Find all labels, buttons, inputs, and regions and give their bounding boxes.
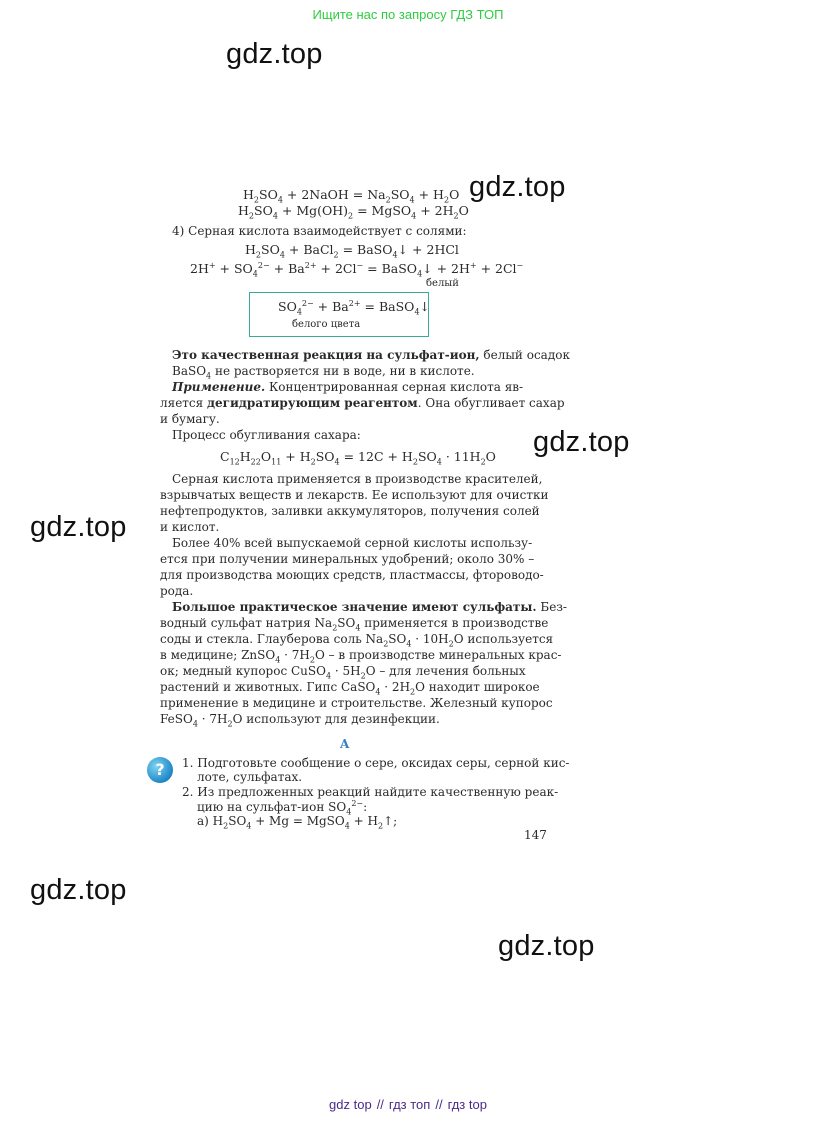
footer-separator: //: [435, 1097, 443, 1112]
paragraph-line: Большое практическое значение имеют сульфаты. Без-: [172, 600, 567, 614]
paragraph-line: для производства моющих средств, пластмассы, фтороводо-: [160, 568, 544, 582]
equation-ionic: $2H^+ + SO_4^{2-} + Ba^{2+} + 2Cl^-$ = BaSO$_4$↓ + 2H+ + 2Cl−: [190, 260, 524, 279]
watermark: gdz.top: [30, 511, 127, 543]
watermark: gdz.top: [469, 171, 566, 203]
section-letter: A: [340, 737, 350, 751]
paragraph-line: и кислот.: [160, 520, 220, 534]
paragraph-line: Серная кислота применяется в производстве красителей,: [172, 472, 543, 486]
equation-bacl: $H_2SO_4$ + BaCl$_2$ = BaSO$_4$↓ + 2HCl: [245, 242, 459, 260]
box-label: белого цвета: [292, 319, 361, 330]
search-hint-link[interactable]: Ищите нас по запросу ГДЗ ТОП: [312, 7, 504, 22]
equation-sugar: $C_{12}H_{22}O_{11} + H_2SO_4 = 12C + H_2SO_4 \cdot 11H_2O$: [220, 449, 496, 467]
footer-link[interactable]: gdz top: [329, 1097, 372, 1112]
paragraph-line: и бумагу.: [160, 412, 220, 426]
white-label: белый: [426, 278, 459, 289]
watermark: gdz.top: [533, 426, 630, 458]
item-4-text: 4) Серная кислота взаимодействует с солями:: [172, 224, 467, 238]
watermark: gdz.top: [498, 930, 595, 962]
box-equation: $SO_4^{2-} + Ba^{2+}$ = BaSO$_4$↓: [278, 298, 431, 317]
paragraph-line: Это качественная реакция на сульфат-ион, белый осадок: [172, 348, 570, 362]
footer-link[interactable]: гдз top: [447, 1097, 487, 1112]
watermark: gdz.top: [30, 874, 127, 906]
paragraph-line: ляется дегидратирующим реагентом. Она обугливает сахар: [160, 396, 565, 410]
paragraph-line: Более 40% всей выпускаемой серной кислоты использу-: [172, 536, 533, 550]
paragraph-line: соды и стекла. Глауберова соль $Na_2SO_4 \cdot 10H_2O$ используется: [160, 632, 554, 649]
question-2-cont: цию на сульфат-ион $SO_4^{2-}$:: [197, 799, 368, 817]
paragraph-line: BaSO$_4$ не растворяется ни в воде, ни в кислоте.: [172, 364, 475, 381]
page-number: 147: [524, 828, 547, 842]
paragraph-line: Процесс обугливания сахара:: [172, 428, 361, 442]
question-2-option-a: а) $H_2SO_4 + Mg$ = MgSO$_4$ + $H_2↑$;: [197, 814, 398, 831]
question-icon: ?: [147, 757, 173, 783]
paragraph-line: FeSO$_4$ · $7H_2O$ используют для дезинфекции.: [160, 712, 440, 729]
equation-naoh: $H_2SO_4$ + 2NaOH = $Na_2SO_4 + H_2O$: [243, 187, 460, 205]
watermark: gdz.top: [226, 38, 323, 70]
paragraph-line: рода.: [160, 584, 194, 598]
footer-separator: //: [376, 1097, 384, 1112]
paragraph-line: ется при получении минеральных удобрений; около 30% –: [160, 552, 535, 566]
equation-mgoh: $H_2SO_4 + Mg(OH)_2$ = MgSO$_4$ + $2H_2O$: [238, 203, 469, 221]
footer-link[interactable]: гдз топ: [388, 1097, 431, 1112]
question-1-cont: лоте, сульфатах.: [197, 770, 303, 784]
paragraph-line: применение в медицине и строительстве. Железный купорос: [160, 696, 553, 710]
question-1: 1. Подготовьте сообщение о сере, оксидах серы, серной кис-: [182, 756, 570, 770]
paragraph-line: в медицине; ZnSO$_4$ · $7H_2O$ – в производстве минеральных крас-: [160, 648, 562, 665]
question-2: 2. Из предложенных реакций найдите качественную реак-: [182, 785, 559, 799]
paragraph-line: нефтепродуктов, заливки аккумуляторов, получения солей: [160, 504, 540, 518]
footer-links: [0, 1097, 816, 1112]
paragraph-line: ок; медный купорос CuSO$_4$ · $5H_2O$ – для лечения больных: [160, 664, 526, 681]
paragraph-line: Применение. Концентрированная серная кислота яв-: [172, 380, 524, 394]
paragraph-line: взрывчатых веществ и лекарств. Ее используют для очистки: [160, 488, 549, 502]
paragraph-line: растений и животных. Гипс CaSO$_4$ · $2H_2O$ находит широкое: [160, 680, 540, 697]
paragraph-line: водный сульфат натрия $Na_2SO_4$ применяется в производстве: [160, 616, 549, 633]
